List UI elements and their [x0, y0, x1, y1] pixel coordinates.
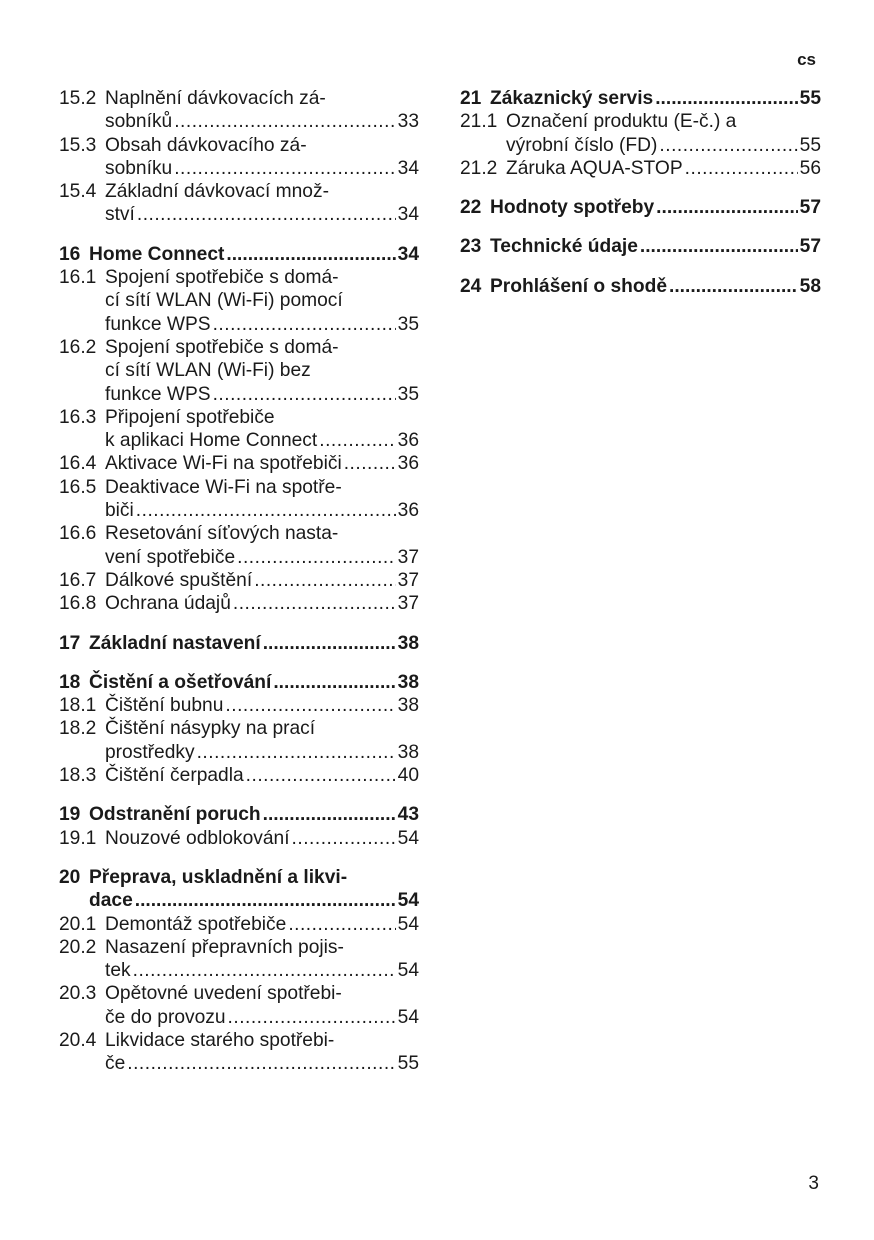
toc-entry-title: cí sítí WLAN (Wi-Fi) pomocí — [105, 290, 343, 312]
toc-entry-number: 18 — [59, 671, 81, 693]
toc-entry[interactable] — [59, 936, 419, 983]
toc-entry-page: 55 — [799, 134, 821, 156]
toc-entry-page: 34 — [397, 204, 419, 226]
dot-leader — [228, 1006, 396, 1029]
toc-entry-title: Resetování síťových nasta- — [105, 523, 339, 545]
toc-entry-title: Nouzové odblokování — [105, 827, 290, 849]
toc-entry[interactable] — [59, 266, 419, 336]
toc-entry-title: dace — [89, 890, 133, 912]
toc-entry[interactable] — [59, 803, 419, 826]
toc-entry-page: 38 — [397, 632, 419, 654]
toc-entry[interactable] — [59, 671, 419, 694]
toc-entry-title: Spojení spotřebiče s domá- — [105, 267, 339, 289]
toc-entry-title: cí sítí WLAN (Wi-Fi) bez — [105, 360, 311, 382]
toc-entry-page: 40 — [397, 765, 419, 787]
dot-leader — [174, 110, 395, 133]
toc-entry-title: k aplikaci Home Connect — [105, 430, 318, 452]
toc-entry-title: Čištění čerpadla — [105, 765, 244, 787]
toc-entry[interactable] — [460, 235, 821, 258]
dot-leader — [133, 959, 396, 982]
dot-leader — [273, 671, 395, 694]
toc-entry-number: 18.1 — [59, 695, 97, 717]
toc-entry-page: 37 — [397, 593, 419, 615]
dot-leader — [669, 275, 798, 298]
toc-entry-number: 19 — [59, 804, 81, 826]
dot-leader — [137, 203, 396, 226]
toc-entry-title: Naplnění dávkovacích zá- — [105, 88, 326, 109]
toc-entry-title: Označení produktu (E-č.) a — [506, 111, 737, 133]
toc-entry-page: 34 — [397, 157, 419, 179]
toc-entry-title: sobníku — [105, 157, 173, 179]
toc-entry-title: Spojení spotřebiče s domá- — [105, 336, 339, 358]
toc-entry-title: Prohlášení o shodě — [490, 275, 667, 297]
dot-leader — [288, 913, 395, 936]
toc-entry-title: Home Connect — [89, 243, 225, 265]
dot-leader — [233, 592, 396, 615]
toc-entry-number: 23 — [460, 236, 482, 258]
toc-entry-page: 36 — [397, 430, 419, 452]
toc-entry-number: 19.1 — [59, 827, 97, 849]
toc-entry-page: 57 — [799, 236, 821, 258]
toc-entry[interactable] — [460, 87, 821, 110]
toc-entry-number: 16.5 — [59, 476, 97, 498]
toc-entry-title: Ochrana údajů — [105, 593, 231, 615]
toc-entry-title: Dálkové spuštění — [105, 569, 253, 591]
toc-entry-title: Zákaznický servis — [490, 88, 654, 109]
toc-entry-title: Opětovné uvedení spotřebi- — [105, 983, 342, 1005]
toc-left-column — [59, 87, 419, 1076]
dot-leader — [226, 243, 395, 266]
toc-entry-title: Odstranění poruch — [89, 804, 261, 826]
toc-entry-title: tek — [105, 960, 131, 982]
toc-entry-title: funkce WPS — [105, 383, 211, 405]
toc-entry-title: če do provozu — [105, 1006, 226, 1028]
toc-entry-number: 21.1 — [460, 111, 498, 133]
toc-entry-number: 18.2 — [59, 718, 97, 740]
dot-leader — [656, 196, 797, 219]
toc-entry-number: 21 — [460, 88, 482, 109]
toc-entry-number: 16.1 — [59, 267, 97, 289]
dot-leader — [263, 632, 396, 655]
language-code: cs — [797, 50, 816, 69]
toc-entry[interactable] — [59, 243, 419, 266]
toc-entry-page: 38 — [397, 741, 419, 763]
toc-entry-title: Přeprava, uskladnění a likvi- — [89, 866, 348, 888]
dot-leader — [225, 694, 395, 717]
toc-entry-title: výrobní číslo (FD) — [506, 134, 658, 156]
toc-entry[interactable] — [59, 632, 419, 655]
toc-entry-title: Čištění bubnu — [105, 695, 224, 717]
dot-leader — [685, 157, 798, 180]
toc-entry-number: 16 — [59, 243, 81, 265]
toc-entry-page: 38 — [397, 671, 419, 693]
toc-entry-title: Základní dávkovací množ- — [105, 181, 329, 203]
dot-leader — [197, 741, 396, 764]
toc-entry-number: 17 — [59, 632, 81, 654]
toc-entry-page: 37 — [397, 546, 419, 568]
toc-entry-title: Záruka AQUA-STOP — [506, 157, 683, 179]
toc-entry[interactable] — [59, 452, 419, 475]
toc-entry-title: Čištění násypky na prací — [105, 718, 316, 740]
toc-entry[interactable] — [460, 157, 821, 180]
toc-entry-page: 55 — [799, 88, 821, 109]
toc-entry-title: ství — [105, 204, 135, 226]
toc-entry-title: funkce WPS — [105, 313, 211, 335]
toc-entry-title: vení spotřebiče — [105, 546, 236, 568]
toc-entry-page: 55 — [397, 1053, 419, 1075]
dot-leader — [640, 235, 798, 258]
toc-entry[interactable] — [59, 476, 419, 523]
toc-entry-title: biči — [105, 500, 134, 522]
toc-entry-number: 16.7 — [59, 569, 97, 591]
toc-entry-number: 20.1 — [59, 913, 97, 935]
toc-entry[interactable] — [59, 827, 419, 850]
dot-leader — [136, 499, 396, 522]
page-number: 3 — [808, 1173, 819, 1194]
toc-entry[interactable] — [59, 866, 419, 913]
toc-entry[interactable] — [59, 982, 419, 1029]
toc-entry-title: če — [105, 1053, 126, 1075]
toc-entry-page: 35 — [397, 313, 419, 335]
dot-leader — [213, 313, 396, 336]
toc-entry-number: 20.3 — [59, 983, 97, 1005]
dot-leader — [319, 429, 395, 452]
toc-entry-number: 15.2 — [59, 88, 97, 109]
toc-entry-number: 16.8 — [59, 593, 97, 615]
toc-entry-number: 16.4 — [59, 453, 97, 475]
toc-entry-title: Likvidace starého spotřebi- — [105, 1029, 335, 1051]
dot-leader — [263, 803, 396, 826]
toc-entry-page: 56 — [799, 157, 821, 179]
toc-entry-page: 54 — [397, 960, 419, 982]
dot-leader — [237, 546, 396, 569]
toc-entry-title: Obsah dávkovacího zá- — [105, 134, 307, 156]
toc-entry-page: 36 — [397, 453, 419, 475]
toc-entry-title: prostředky — [105, 741, 195, 763]
dot-leader — [135, 889, 396, 912]
toc-entry[interactable] — [59, 87, 419, 134]
toc-entry-number: 20.2 — [59, 936, 97, 958]
toc-entry-number: 16.6 — [59, 523, 97, 545]
dot-leader — [174, 157, 395, 180]
toc-entry-page: 33 — [397, 111, 419, 133]
toc-entry[interactable] — [59, 694, 419, 717]
dot-leader — [659, 134, 797, 157]
toc-entry[interactable] — [59, 180, 419, 227]
toc-entry[interactable] — [59, 336, 419, 406]
toc-entry[interactable] — [59, 569, 419, 592]
toc-entry-title: Čistění a ošetřování — [89, 671, 272, 693]
toc-entry-title: Základní nastavení — [89, 632, 261, 654]
toc-entry-title: sobníků — [105, 111, 173, 133]
toc-entry-page: 54 — [397, 913, 419, 935]
dot-leader — [213, 383, 396, 406]
toc-entry[interactable] — [59, 913, 419, 936]
toc-entry-number: 16.3 — [59, 406, 97, 428]
toc-entry-title: Demontáž spotřebiče — [105, 913, 287, 935]
toc-entry-page: 36 — [397, 500, 419, 522]
dot-leader — [246, 764, 396, 787]
toc-entry-number: 20.4 — [59, 1029, 97, 1051]
toc-entry[interactable] — [59, 1029, 419, 1076]
toc-entry[interactable] — [59, 717, 419, 764]
toc-entry[interactable] — [460, 110, 821, 157]
toc-entry-title: Aktivace Wi-Fi na spotřebiči — [105, 453, 342, 475]
dot-leader — [254, 569, 395, 592]
toc-entry-page: 54 — [397, 827, 419, 849]
toc-entry-number: 24 — [460, 275, 482, 297]
toc-entry-page: 54 — [397, 1006, 419, 1028]
toc-entry-page: 43 — [397, 804, 419, 826]
toc-entry[interactable] — [460, 196, 821, 219]
toc-entry-number: 20 — [59, 866, 81, 888]
toc-entry-number: 15.4 — [59, 181, 97, 203]
dot-leader — [344, 452, 396, 475]
toc-entry-title: Hodnoty spotřeby — [490, 197, 655, 219]
toc-entry-title: Deaktivace Wi-Fi na spotře- — [105, 476, 342, 498]
dot-leader — [655, 87, 797, 110]
toc-entry-number: 16.2 — [59, 336, 97, 358]
toc-entry-number: 22 — [460, 197, 482, 219]
dot-leader — [127, 1052, 395, 1075]
toc-entry[interactable] — [59, 592, 419, 615]
toc-entry-page: 35 — [397, 383, 419, 405]
toc-entry-number: 21.2 — [460, 157, 498, 179]
toc-entry[interactable] — [59, 764, 419, 787]
toc-entry[interactable] — [460, 275, 821, 298]
toc-entry-title: Technické údaje — [490, 236, 638, 258]
toc-entry-page: 34 — [397, 243, 419, 265]
toc-entry-title: Nasazení přepravních pojis- — [105, 936, 344, 958]
toc-entry-page: 38 — [397, 695, 419, 717]
toc-entry-page: 54 — [397, 890, 419, 912]
toc-entry[interactable] — [59, 522, 419, 569]
toc-entry-title: Připojení spotřebiče — [105, 406, 275, 428]
toc-entry-page: 57 — [799, 197, 821, 219]
toc-right-column — [460, 87, 821, 298]
toc-entry-number: 18.3 — [59, 765, 97, 787]
toc-entry-page: 58 — [799, 275, 821, 297]
dot-leader — [292, 827, 396, 850]
toc-entry[interactable] — [59, 406, 419, 453]
toc-entry-page: 37 — [397, 569, 419, 591]
toc-entry[interactable] — [59, 134, 419, 181]
toc-entry-number: 15.3 — [59, 134, 97, 156]
